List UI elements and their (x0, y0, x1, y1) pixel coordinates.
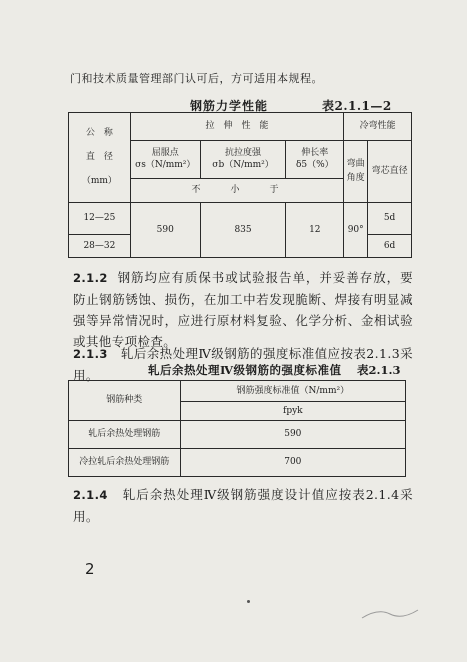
scan-speck (247, 600, 250, 603)
page-number: 2 (85, 560, 95, 578)
header-diameter (69, 113, 131, 203)
elongation-value-cell (286, 202, 344, 257)
scan-smudge-mark (360, 604, 420, 624)
rebar-type-cell-2 (69, 449, 181, 477)
header-bend-angle (344, 140, 368, 202)
intro-line: 门和技术质量管理部门认可后，方可适用本规程。 (70, 72, 323, 85)
header-cold-bend (344, 113, 412, 141)
paragraph-2-1-2 (73, 267, 413, 352)
table1-title: 钢筋力学性能 (190, 99, 269, 113)
header-tensile-label: 拉 伸 性 能 (205, 121, 269, 132)
mechanical-properties-table (68, 112, 412, 258)
rebar-type-cell-1 (69, 421, 181, 449)
header-mandrel (368, 140, 412, 202)
paragraph-2-1-3-text: 轧后余热处理Ⅳ级钢筋的强度标准值应按表2.1.3采用。 (73, 346, 414, 383)
yield-value-cell (130, 202, 200, 257)
paragraph-2-1-2-text: 钢筋均应有质保书或试验报告单，并妥善存放，要防止钢筋锈蚀、损伤，在加工中若发现脆断、焊接有明显减强等异常情况时，应进行原材料复验、化学分析、金相试验或其他专项检查。 (73, 270, 413, 349)
header-rebar-type-label: 钢筋种类 (106, 395, 143, 406)
table2-title: 轧后余热处理Ⅳ级钢筋的强度标准值 (148, 363, 342, 377)
header-yield-symbol: σs（N/mm²） (135, 160, 196, 171)
header-tensile (130, 113, 343, 141)
bend-angle-value: 90° (347, 224, 364, 235)
strength-standard-table (68, 380, 406, 477)
header-strength-standard (180, 381, 405, 402)
paragraph-2-1-4-text: 轧后余热处理Ⅳ级钢筋强度设计值应按表2.1.4采用。 (73, 487, 413, 524)
elongation-value: 12 (309, 224, 321, 235)
header-rebar-type (69, 381, 181, 421)
header-cold-bend-label: 冷弯性能 (359, 121, 396, 132)
strength-value-cell (200, 202, 286, 257)
mandrel-value-1: 5d (383, 212, 396, 223)
diameter-value-2: 28—32 (83, 240, 116, 251)
bend-angle-value-cell (344, 202, 368, 257)
header-not-less-than (130, 179, 343, 202)
mandrel-cell-1 (368, 202, 412, 234)
rebar-type-1: 轧后余热处理钢筋 (88, 429, 161, 440)
header-strength-symbol: σb（N/mm²） (212, 160, 274, 171)
header-diameter-unit: （mm） (81, 176, 117, 187)
diameter-cell-1 (69, 202, 131, 234)
diameter-value-1: 12—25 (83, 212, 116, 223)
header-strength-standard-label: 钢筋强度标准值（N/mm²） (236, 385, 350, 396)
mandrel-value-2: 6d (383, 240, 396, 251)
rebar-type-2: 冷拉轧后余热处理钢筋 (79, 457, 170, 468)
diameter-cell-2 (69, 234, 131, 257)
header-fpyk-symbol: fpyk (282, 405, 303, 416)
section-number-2-1-4: 2.1.4 (73, 488, 108, 502)
table1-number: 表2.1.1—2 (322, 99, 392, 113)
header-strength-label: 抗拉度强 (225, 148, 262, 159)
header-elongation-symbol: δ5（%） (295, 160, 334, 171)
strength-standard-2: 700 (284, 457, 302, 468)
header-not-less-than-label: 不 小 于 (191, 185, 283, 196)
header-yield (130, 140, 200, 178)
yield-value: 590 (156, 224, 174, 235)
section-number-2-1-2: 2.1.2 (73, 271, 108, 285)
header-diameter-line2: 直 径 (85, 152, 113, 163)
header-elongation-label: 伸长率 (301, 148, 329, 159)
strength-standard-1: 590 (284, 429, 302, 440)
header-elongation (286, 140, 344, 178)
section-number-2-1-3: 2.1.3 (73, 347, 108, 361)
header-diameter-line1: 公 称 (85, 128, 113, 139)
header-bend-angle-label: 弯曲角度 (346, 158, 365, 184)
table2-number: 表2.1.3 (357, 363, 401, 377)
strength-value-cell-2 (180, 449, 405, 477)
strength-value: 835 (234, 224, 252, 235)
header-mandrel-label: 弯芯直径 (371, 165, 408, 176)
header-strength (200, 140, 286, 178)
strength-value-cell-1 (180, 421, 405, 449)
mandrel-cell-2 (368, 234, 412, 257)
header-fpyk (180, 402, 405, 421)
header-yield-label: 屈服点 (151, 148, 179, 159)
paragraph-2-1-4 (73, 484, 413, 527)
